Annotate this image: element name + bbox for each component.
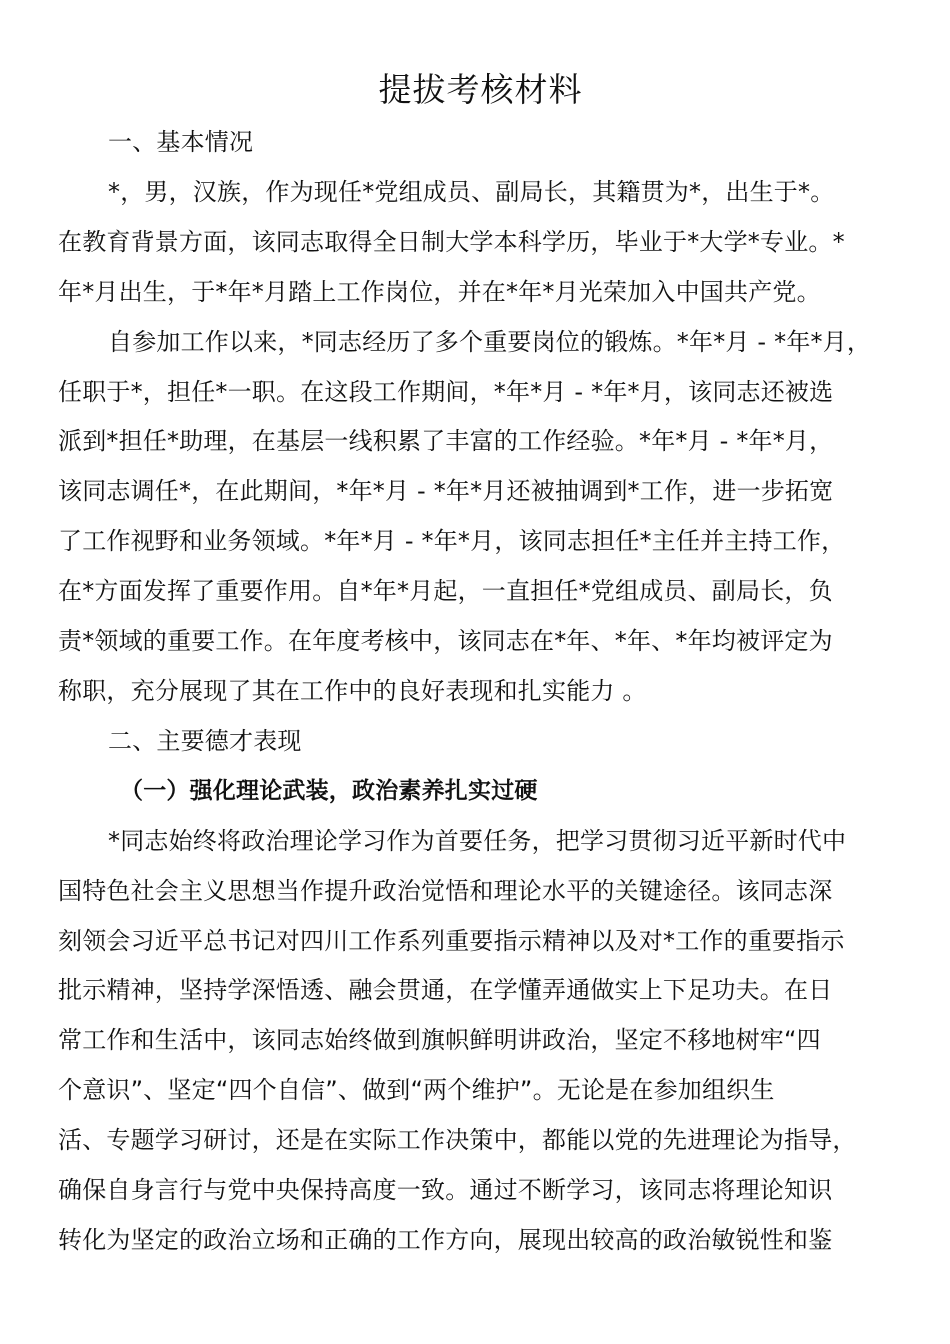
section-heading: 二、主要德才表现 (108, 726, 302, 755)
document-page (58, 62, 903, 1266)
subsection-heading: （一）强化理论武装，政治素养扎实过硬 (120, 777, 538, 804)
paragraph-line: 自参加工作以来，*同志经历了多个重要岗位的锻炼。*年*月 - *年*月， (108, 327, 872, 356)
paragraph-line: 活、专题学习研讨，还是在实际工作决策中，都能以党的先进理论为指导， (58, 1126, 857, 1155)
paragraph-line: 任职于*，担任*一职。在这段工作期间，*年*月 - *年*月，该同志还被选 (58, 377, 834, 406)
paragraph-line: 称职，充分展现了其在工作中的良好表现和扎实能力 。 (58, 676, 647, 705)
paragraph-line: 在*方面发挥了重要作用。自*年*月起，一直担任*党组成员、副局长，负 (58, 577, 833, 606)
paragraph-line: 批示精神，坚持学深悟透、融会贯通，在学懂弄通做实上下足功夫。在日 (58, 976, 833, 1005)
paragraph-line: *同志始终将政治理论学习作为首要任务，把学习贯彻习近平新时代中 (108, 826, 847, 855)
paragraph-line: 转化为坚定的政治立场和正确的工作方向，展现出较高的政治敏锐性和鉴 (58, 1225, 833, 1254)
document-title: 提拔考核材料 (378, 70, 583, 109)
paragraph-line: 了工作视野和业务领域。*年*月 - *年*月，该同志担任*主任并主持工作， (58, 527, 846, 556)
paragraph-line: 年*月出生，于*年*月踏上工作岗位，并在*年*月光荣加入中国共产党。 (58, 277, 821, 306)
paragraph (58, 168, 903, 318)
paragraph-line: 刻领会习近平总书记对四川工作系列重要指示精神以及对*工作的重要指示 (58, 926, 845, 955)
section-heading: 一、基本情况 (108, 128, 254, 156)
paragraph-line: *，男，汉族，作为现任*党组成员、副局长，其籍贯为*，出生于*。 (108, 177, 835, 206)
paragraph-line: 确保自身言行与党中央保持高度一致。通过不断学习，该同志将理论知识 (58, 1176, 833, 1205)
paragraph (58, 817, 903, 1266)
paragraph-line: 个意识”、坚定“四个自信”、做到“两个维护”。无论是在参加组织生 (58, 1076, 775, 1105)
paragraph-line: 在教育背景方面，该同志取得全日制大学本科学历，毕业于*大学*专业。* (58, 227, 845, 256)
paragraph-line: 该同志调任*，在此期间，*年*月 - *年*月还被抽调到*工作，进一步拓宽 (58, 477, 834, 506)
paragraph-line: 常工作和生活中，该同志始终做到旗帜鲜明讲政治，坚定不移地树牢“四 (58, 1026, 821, 1055)
paragraph (58, 318, 903, 717)
paragraph-line: 责*领域的重要工作。在年度考核中，该同志在*年、*年、*年均被评定为 (58, 627, 833, 656)
paragraph-line: 国特色社会主义思想当作提升政治觉悟和理论水平的关键途径。该同志深 (58, 876, 833, 905)
paragraph-line: 派到*担任*助理，在基层一线积累了丰富的工作经验。*年*月 - *年*月， (58, 427, 834, 456)
